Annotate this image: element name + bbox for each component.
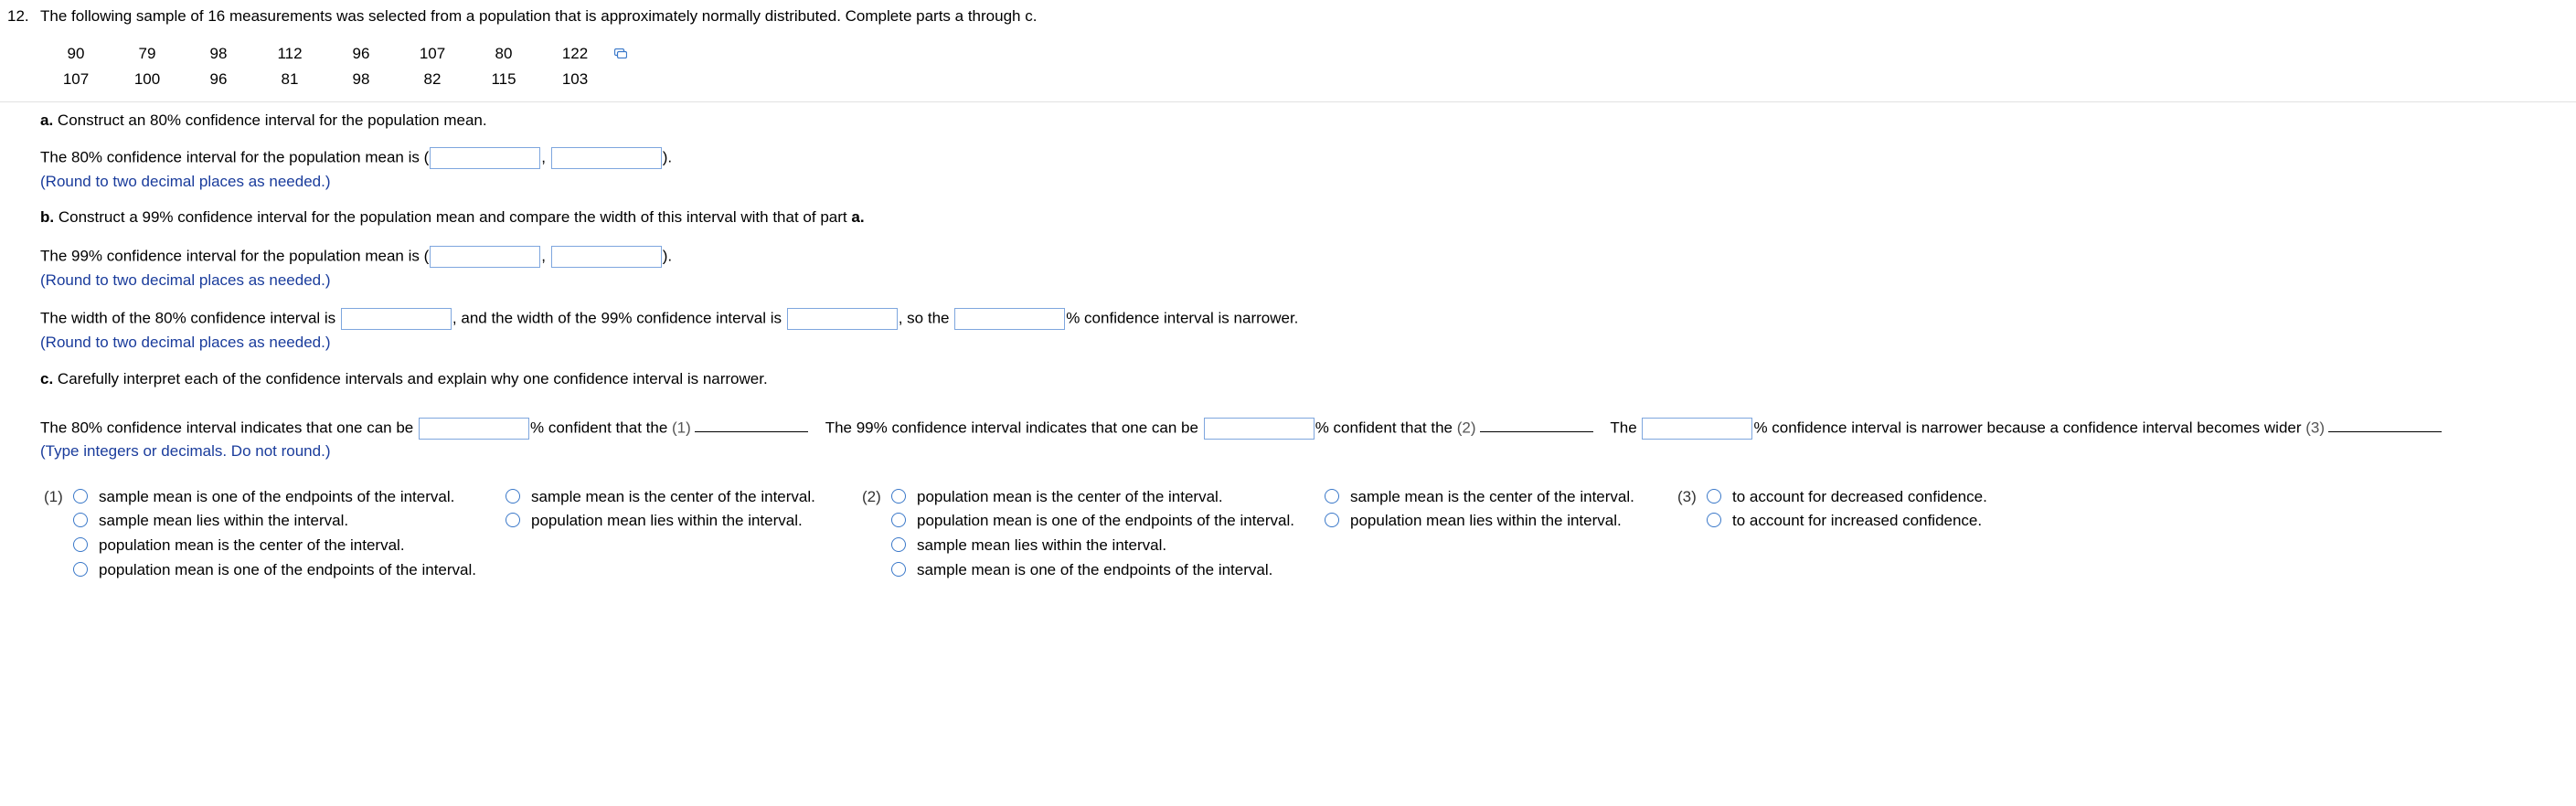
sample-data-table [40,41,611,92]
choice-1-option[interactable]: sample mean is the center of the interval. [506,488,815,506]
part-a-sentence: The 80% confidence interval for the population mean is ( , ). [40,147,672,169]
width80-input[interactable] [341,308,452,330]
choice-1-option[interactable]: population mean is one of the endpoints of the interval. [73,561,476,579]
table-cell: 90 [67,45,85,62]
table-cell: 80 [495,45,513,62]
radio-icon[interactable] [73,537,88,552]
ci99-lower-input[interactable] [430,246,540,268]
table-cell: 115 [491,70,516,88]
radio-icon[interactable] [73,513,88,527]
radio-icon[interactable] [1325,513,1339,527]
radio-icon[interactable] [891,489,906,504]
choice-1-option[interactable]: population mean lies within the interval. [506,512,803,530]
part-b-note: (Round to two decimal places as needed.) [40,271,331,289]
table-row [40,67,611,92]
dropdown-1-blank[interactable] [695,419,808,432]
confidence80-input[interactable] [419,418,529,440]
table-cell: 79 [138,45,156,62]
part-c-instruction: c. Carefully interpret each of the confidence intervals and explain why one confidence interval is narrower. [40,370,768,387]
ci99-upper-input[interactable] [551,246,662,268]
part-a-instruction: a. Construct an 80% confidence interval for the population mean. [40,111,487,129]
choice-group-1-label: (1) [44,488,63,505]
width99-input[interactable] [787,308,898,330]
width-note: (Round to two decimal places as needed.) [40,334,331,351]
choice-1-option[interactable]: sample mean is one of the endpoints of the interval. [73,488,454,506]
radio-icon[interactable] [1325,489,1339,504]
choice-1-option[interactable]: sample mean lies within the interval. [73,512,348,530]
choice-1-option[interactable]: population mean is the center of the interval. [73,536,405,555]
choice-2-option[interactable]: population mean lies within the interval. [1325,512,1622,530]
section-divider [0,101,2576,102]
table-cell: 122 [561,45,589,62]
choice-2-option[interactable]: sample mean lies within the interval. [891,536,1166,555]
choice-group-3-label: (3) [1677,488,1697,505]
radio-icon[interactable] [891,513,906,527]
radio-icon[interactable] [1707,489,1721,504]
table-cell: 107 [419,45,446,62]
choice-group-2-label: (2) [862,488,881,505]
choice-2-option[interactable]: population mean is the center of the interval. [891,488,1223,506]
table-row [40,41,611,67]
narrower-percent-input[interactable] [954,308,1065,330]
copy-data-icon[interactable] [614,48,627,58]
table-cell: 98 [209,45,228,62]
radio-icon[interactable] [891,562,906,577]
width-sentence: The width of the 80% confidence interval is , and the width of the 99% confidence interval is , so the % confidence interval is narrower. [40,308,1298,330]
table-cell: 98 [352,70,370,88]
choice-3-option[interactable]: to account for decreased confidence. [1707,488,1987,506]
ci80-lower-input[interactable] [430,147,540,169]
choice-2-option[interactable]: sample mean is one of the endpoints of the interval. [891,561,1272,579]
radio-icon[interactable] [73,562,88,577]
radio-icon[interactable] [506,489,520,504]
radio-icon[interactable] [73,489,88,504]
table-cell: 112 [277,45,303,62]
table-cell: 81 [281,70,299,88]
table-cell: 96 [209,70,228,88]
table-cell: 100 [133,70,161,88]
choice-2-option[interactable]: sample mean is the center of the interval. [1325,488,1634,506]
radio-icon[interactable] [506,513,520,527]
dropdown-2-blank[interactable] [1480,419,1593,432]
table-cell: 107 [62,70,90,88]
part-b-instruction: b. Construct a 99% confidence interval for the population mean and compare the width of this interval with that of part a. [40,208,865,226]
narrower-interval-input[interactable] [1642,418,1752,440]
ci80-upper-input[interactable] [551,147,662,169]
part-b-sentence: The 99% confidence interval for the population mean is ( , ). [40,246,672,268]
part-c-note: (Type integers or decimals. Do not round.) [40,442,331,460]
part-c-sentence: The 80% confidence interval indicates that one can be % confident that the (1) The 99% confidence interval indicates that one can be % confident that the (2) The % confidence interval is narrower because a confidence interval becomes wider (3) [40,418,2442,440]
confidence99-input[interactable] [1204,418,1315,440]
dropdown-3-blank[interactable] [2328,419,2442,432]
dropdown-2-marker: (2) [1456,419,1476,437]
table-cell: 103 [561,70,589,88]
table-cell: 96 [352,45,370,62]
question-prompt: The following sample of 16 measurements was selected from a population that is approximately normally distributed. Complete parts a through c. [40,7,1038,25]
radio-icon[interactable] [1707,513,1721,527]
part-a-note: (Round to two decimal places as needed.) [40,173,331,190]
radio-icon[interactable] [891,537,906,552]
choice-2-option[interactable]: population mean is one of the endpoints of the interval. [891,512,1294,530]
table-cell: 82 [423,70,442,88]
dropdown-3-marker: (3) [2305,419,2326,437]
choice-3-option[interactable]: to account for increased confidence. [1707,512,1982,530]
dropdown-1-marker: (1) [672,419,691,437]
question-number: 12. [7,7,29,25]
